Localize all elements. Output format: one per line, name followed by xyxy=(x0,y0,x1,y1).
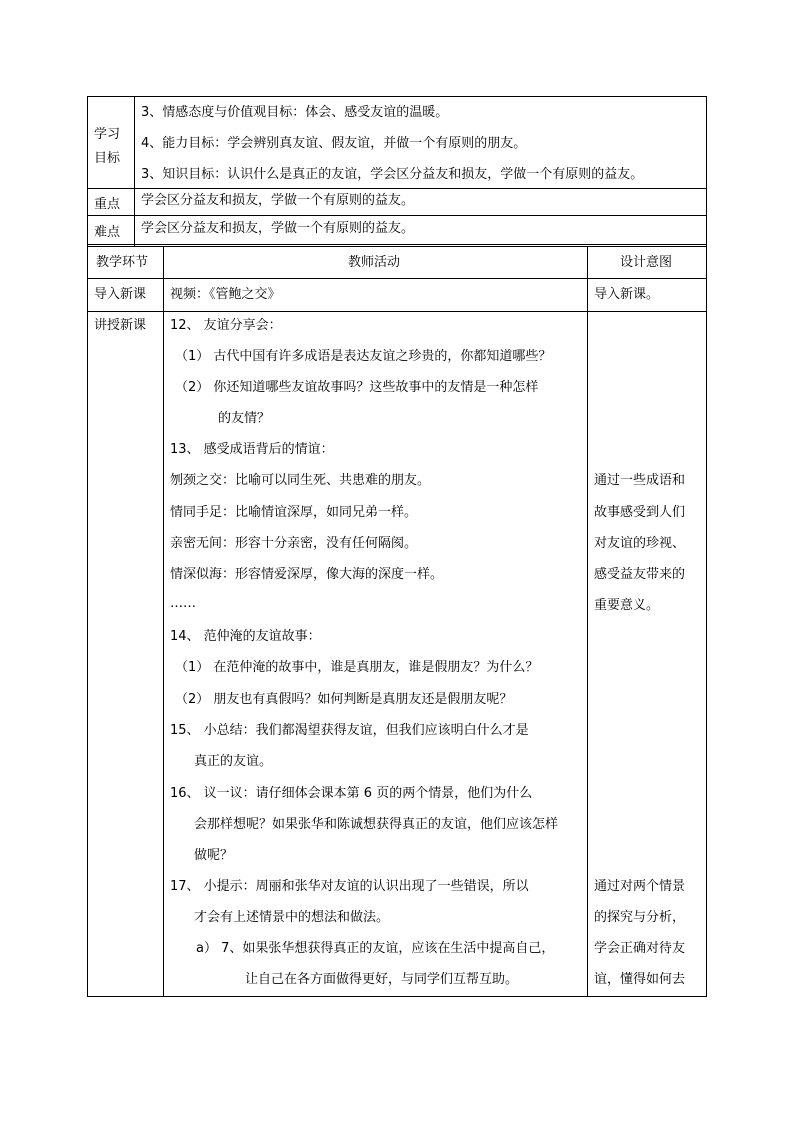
table-rule xyxy=(87,246,707,247)
activity-line: …… xyxy=(170,596,196,611)
activity-line: 16、 议一议：请仔细体会课本第 6 页的两个情景，他们为什么 xyxy=(170,786,533,801)
activity-line: 让自己在各方面做得更好，与同学们互帮互助。 xyxy=(245,972,519,987)
table-col-divider xyxy=(587,246,588,997)
intro-activity: 视频：《管鲍之交》 xyxy=(170,287,281,302)
intent-line: 谊，懂得如何去 xyxy=(594,972,686,987)
intent-line: 故事感受到人们 xyxy=(594,505,686,520)
objectives-label-line1: 学习 xyxy=(94,127,121,142)
intent-line: 的探究与分析， xyxy=(594,910,686,925)
activity-line: 做呢？ xyxy=(194,848,234,863)
activity-line: 刎颈之交：比喻可以同生死、共患难的朋友。 xyxy=(170,473,431,488)
table-border-top xyxy=(87,96,707,97)
activity-line: 才会有上述情景中的想法和做法。 xyxy=(194,910,390,925)
difficulty-label: 难点 xyxy=(94,225,121,240)
activity-line: 17、 小提示：周丽和张华对友谊的认识出现了一些错误，所以 xyxy=(170,879,529,894)
activity-line: 情深似海：形容情爱深厚，像大海的深度一样。 xyxy=(170,567,444,582)
objective-affective: 3、情感态度与价值观目标：体会、感受友谊的温暖。 xyxy=(141,105,449,120)
intro-intent: 导入新课。 xyxy=(594,287,660,302)
header-design-intent: 设计意图 xyxy=(620,255,673,270)
table-border-right xyxy=(706,96,707,997)
activity-line: 情同手足：比喻情谊深厚，如同兄弟一样。 xyxy=(170,505,418,520)
key-point-label: 重点 xyxy=(94,197,121,212)
table-rule xyxy=(87,278,707,279)
intent-line: 重要意义。 xyxy=(594,598,660,613)
table-border-left xyxy=(87,96,88,997)
activity-line: （1） 在范仲淹的故事中，谁是真朋友，谁是假朋友？为什么？ xyxy=(175,660,539,675)
intent-line: 对友谊的珍视、 xyxy=(594,536,686,551)
intent-line: 学会正确对待友 xyxy=(594,941,686,956)
objective-knowledge: 3、知识目标：认识什么是真正的友谊，学会区分益友和损友，学做一个有原则的益友。 xyxy=(141,167,644,182)
activity-line: （2） 朋友也有真假吗？如何判断是真朋友还是假朋友呢？ xyxy=(175,692,513,707)
header-teacher-activity: 教师活动 xyxy=(348,255,401,270)
lecture-stage: 讲授新课 xyxy=(94,318,147,333)
table-rule xyxy=(87,244,707,245)
activity-line: 会那样想呢？如果张华和陈诚想获得真正的友谊，他们应该怎样 xyxy=(194,817,559,832)
table-rule xyxy=(87,311,707,312)
table-border-bottom xyxy=(87,996,707,997)
activity-line: a） 7、如果张华想获得真正的友谊，应该在生活中提高自己， xyxy=(196,941,555,956)
intent-line: 通过一些成语和 xyxy=(594,473,686,488)
header-stage: 教学环节 xyxy=(96,255,149,270)
activity-line: 亲密无间：形容十分亲密，没有任何隔阂。 xyxy=(170,536,418,551)
objective-ability: 4、能力目标：学会辨别真友谊、假友谊，并做一个有原则的朋友。 xyxy=(141,136,527,151)
activity-line: 真正的友谊。 xyxy=(194,754,273,769)
intro-stage: 导入新课 xyxy=(94,287,147,302)
activity-line: 的友情？ xyxy=(218,411,271,426)
activity-line: （1） 古代中国有许多成语是表达友谊之珍贵的，你都知道哪些？ xyxy=(175,349,552,364)
activity-line: （2） 你还知道哪些友谊故事吗？这些故事中的友情是一种怎样 xyxy=(175,380,539,395)
difficulty-text: 学会区分益友和损友，学做一个有原则的益友。 xyxy=(141,221,415,236)
intent-line: 感受益友带来的 xyxy=(594,567,686,582)
table-rule xyxy=(87,188,707,189)
intent-line: 通过对两个情景 xyxy=(594,879,686,894)
activity-line: 15、 小总结：我们都渴望获得友谊，但我们应该明白什么才是 xyxy=(170,723,529,738)
table-col-divider xyxy=(134,96,135,246)
activity-line: 12、 友谊分享会： xyxy=(170,318,282,333)
objectives-label-line2: 目标 xyxy=(94,151,121,166)
activity-line: 14、 范仲淹的友谊故事： xyxy=(170,629,321,644)
key-point-text: 学会区分益友和损友，学做一个有原则的益友。 xyxy=(141,193,415,208)
activity-line: 13、 感受成语背后的情谊： xyxy=(170,442,334,457)
table-col-divider xyxy=(163,246,164,997)
table-rule xyxy=(87,215,707,216)
